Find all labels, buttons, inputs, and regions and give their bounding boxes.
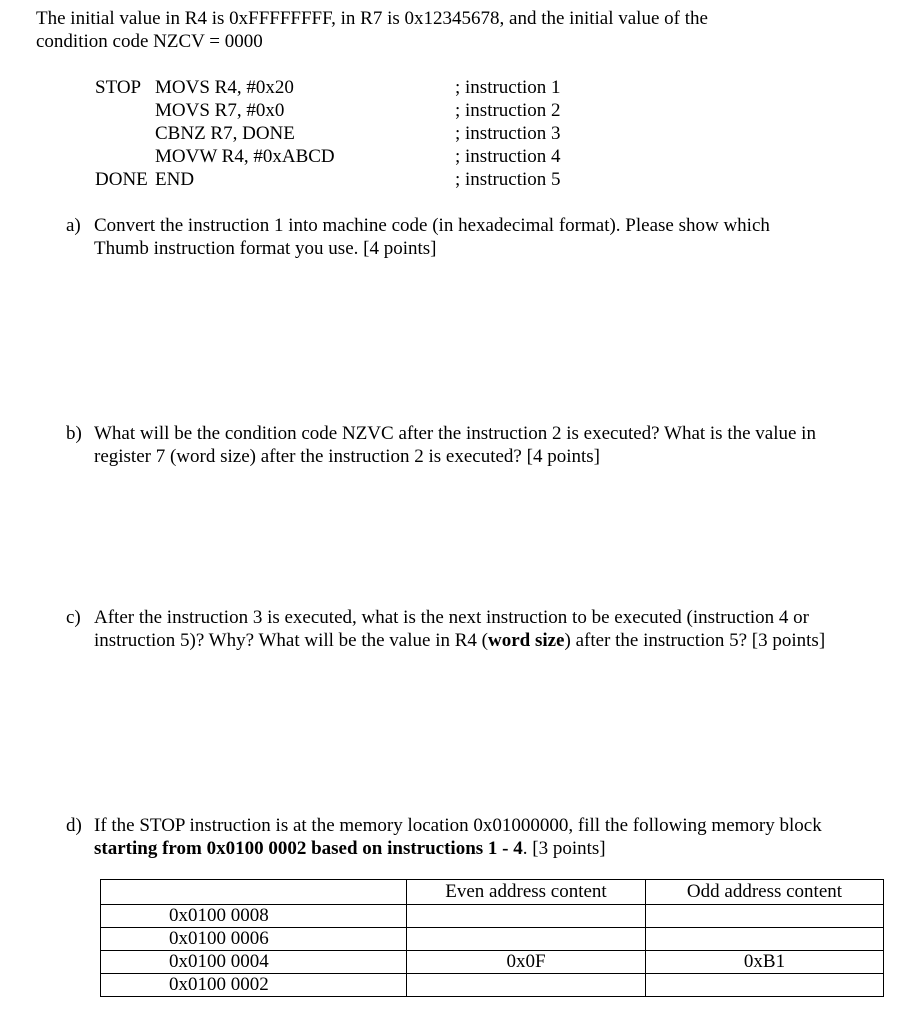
- code-comment-3: ; instruction 3: [455, 123, 561, 144]
- code-comment-1: ; instruction 1: [455, 77, 561, 98]
- table-header-row: [101, 880, 884, 905]
- question-a-label: a): [66, 215, 81, 236]
- question-d-label: d): [66, 815, 82, 836]
- table-cell-even[interactable]: [407, 905, 646, 928]
- table-cell-even[interactable]: [407, 974, 646, 997]
- question-c-text-bold: word size: [487, 630, 565, 651]
- code-instr-4: MOVW R4, #0xABCD: [155, 146, 335, 167]
- code-comment-2: ; instruction 2: [455, 100, 561, 121]
- question-d-text-bold: starting from 0x0100 0002 based on instructions 1 - 4: [94, 838, 523, 859]
- table-cell-odd[interactable]: [646, 928, 884, 951]
- question-a-text: Convert the instruction 1 into machine code (in hexadecimal format). Please show which Thumb instruction format you use. [4 points]: [94, 215, 770, 259]
- question-d-text-after: . [3 points]: [522, 838, 606, 859]
- table-cell-address: 0x0100 0002: [101, 974, 407, 997]
- table-cell-even[interactable]: 0x0F: [407, 951, 646, 974]
- code-instr-5: END: [155, 169, 195, 190]
- intro-line-1: The initial value in R4 is 0xFFFFFFFF, in R7 is 0x12345678, and the initial value of the: [36, 8, 708, 29]
- table-cell-address: 0x0100 0006: [101, 928, 407, 951]
- table-cell-address: 0x0100 0008: [101, 905, 407, 928]
- question-a: [66, 214, 826, 260]
- question-b-text: What will be the condition code NZVC after the instruction 2 is executed? What is the value in register 7 (word size) after the instruction 2 is executed? [4 points]: [94, 423, 816, 467]
- question-b-label: b): [66, 423, 82, 444]
- memory-table: [100, 879, 884, 997]
- code-label-stop: STOP: [95, 77, 142, 98]
- table-header-even: Even address content: [407, 880, 646, 905]
- question-d: [66, 814, 826, 860]
- question-c-text-after: ) after the instruction 5? [3 points]: [564, 630, 826, 651]
- code-instr-3: CBNZ R7, DONE: [155, 123, 295, 144]
- table-cell-odd[interactable]: 0xB1: [646, 951, 884, 974]
- question-b: [66, 422, 826, 468]
- table-row: [101, 951, 884, 974]
- question-c-text-before: After the instruction 3 is executed, what is the next instruction to be executed (instruction 4 or instruction 5)? Why? What will be the value in R4 (: [94, 607, 809, 651]
- table-header-address: [101, 880, 407, 905]
- code-instr-2: MOVS R7, #0x0: [155, 100, 285, 121]
- table-header-odd: Odd address content: [646, 880, 884, 905]
- code-comment-4: ; instruction 4: [455, 146, 561, 167]
- question-c-label: c): [66, 607, 81, 628]
- table-row: [101, 928, 884, 951]
- question-d-text-before: If the STOP instruction is at the memory location 0x01000000, fill the following memory block: [94, 815, 822, 836]
- code-comment-5: ; instruction 5: [455, 169, 561, 190]
- table-row: [101, 974, 884, 997]
- intro-line-2: condition code NZCV = 0000: [36, 31, 263, 52]
- table-cell-odd[interactable]: [646, 905, 884, 928]
- table-cell-even[interactable]: [407, 928, 646, 951]
- code-label-done: DONE: [95, 169, 148, 190]
- table-row: [101, 905, 884, 928]
- question-c-text: [94, 606, 826, 652]
- question-d-text: [94, 814, 826, 860]
- table-cell-odd[interactable]: [646, 974, 884, 997]
- table-cell-address: 0x0100 0004: [101, 951, 407, 974]
- question-c: [66, 606, 826, 652]
- code-instr-1: MOVS R4, #0x20: [155, 77, 294, 98]
